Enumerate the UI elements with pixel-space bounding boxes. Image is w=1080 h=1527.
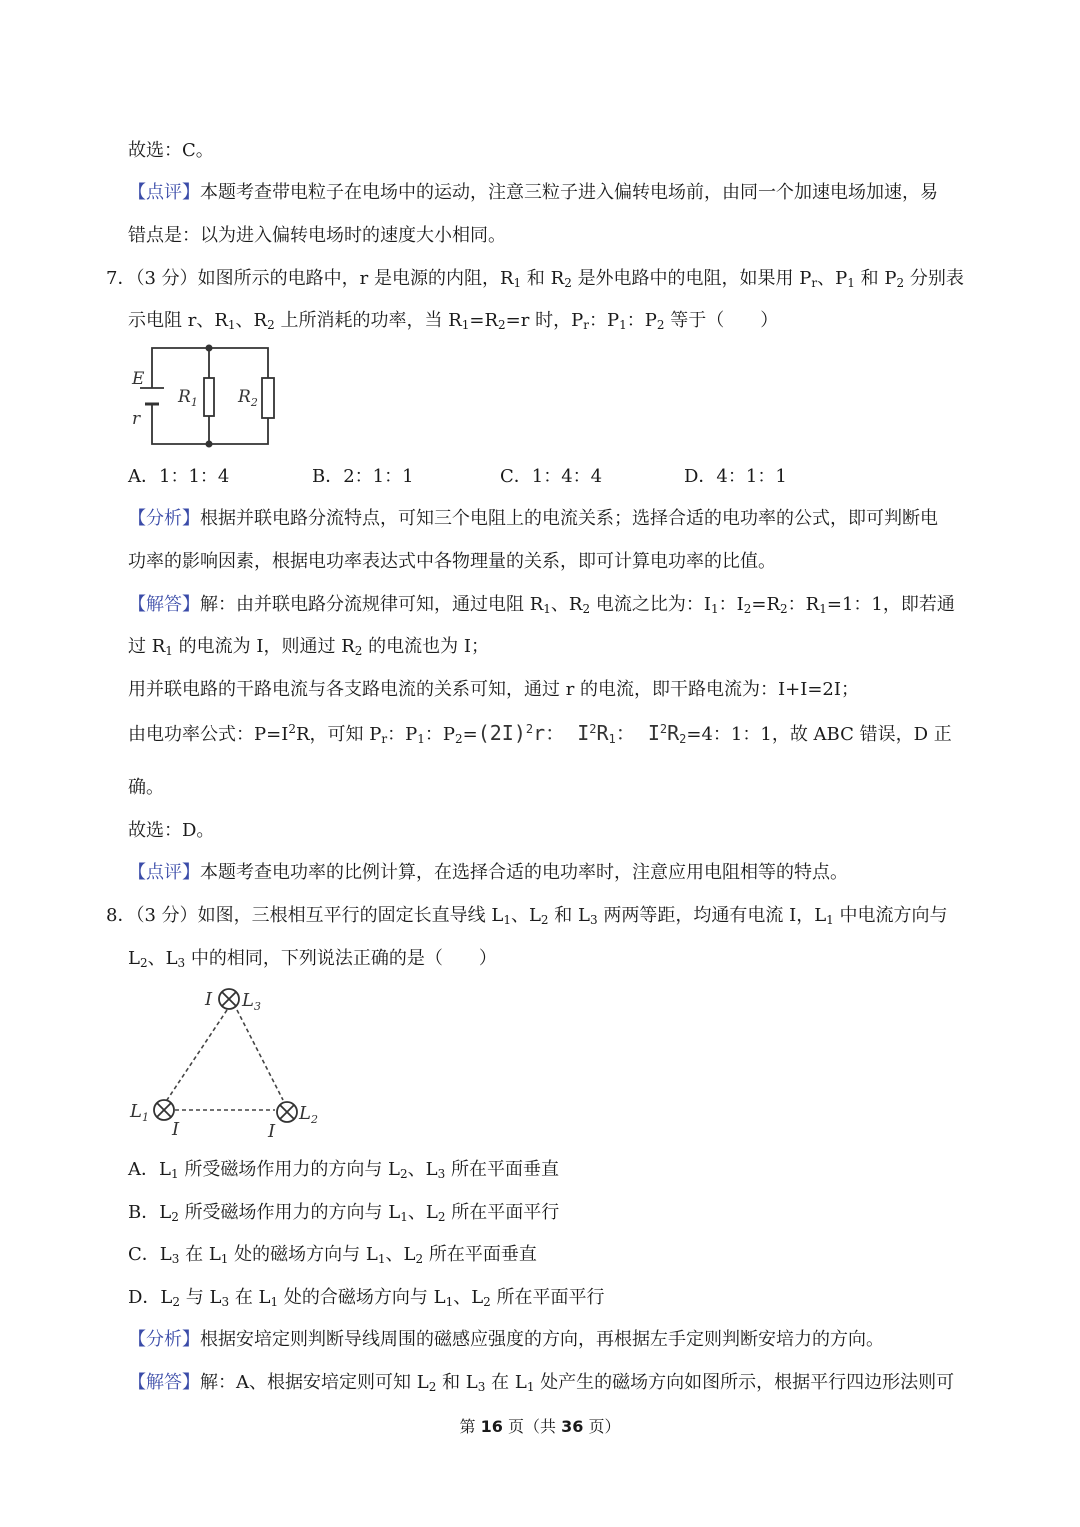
q8-option-c[interactable]: C．$L_3$ 在 $L_1$ 处的磁场方向与 $L_1$、$L_2$ 所在平面垂直 — [128, 1244, 537, 1266]
l2-current-label: I — [268, 1121, 276, 1140]
q7-comment: 【点评】本题考查电功率的比例计算，在选择合适的电功率时，注意应用电阻相等的特点。 — [128, 862, 848, 883]
prev-comment-cont: 错点是：以为进入偏转电场时的速度大小相同。 — [128, 225, 506, 246]
circuit-diagram — [120, 340, 280, 450]
comment-tag: 【点评】 — [128, 182, 200, 203]
power-formula: $(2I)^2r$： $I^2R_1$： $I^2R_2$ — [477, 721, 687, 746]
q7-stem-line1: 7．（3 分）如图所示的电路中，r 是电源的内阻，$R_1$ 和 $R_2$ 是外电路中的电阻，如果用 $P_r$、$P_1$ 和 $P_2$ 分别表 — [106, 268, 964, 290]
q7-option-c[interactable]: C．1：4：4 — [500, 466, 603, 487]
prev-comment: 【点评】本题考查带电粒子在电场中的运动，注意三粒子进入偏转电场前，由同一个加速电场加速，易 — [128, 182, 938, 203]
q7-solution-line4: 由电功率公式：$P=I^2R$，可知 $P_r$：$P_1$：$P_2=(2I)^2r$： $I^2R_1$： $I^2R_2=4$：1：1，故 ABC 错误，D 正 — [128, 721, 952, 746]
l1-current-label: I — [172, 1119, 180, 1140]
q7-option-a[interactable]: A．1：1：4 — [128, 466, 230, 487]
q7-solution-line3: 用并联电路的干路电流与各支路电流的关系可知，通过 r 的电流，即干路电流为：I+I=2I； — [128, 679, 859, 700]
q8-solution-line1: 【解答】解：A、根据安培定则可知 $L_2$ 和 $L_3$ 在 $L_1$ 处产生的磁场方向如图所示，根据平行四边形法则可 — [128, 1372, 955, 1394]
q7-solution-line1: 【解答】解：由并联电路分流规律可知，通过电阻 $R_1$、$R_2$ 电流之比为：$I_1$：$I_2=R_2$：$R_1=1$：1，即若通 — [128, 594, 955, 616]
wire-l2-icon — [277, 1102, 297, 1122]
q8-option-a[interactable]: A．$L_1$ 所受磁场作用力的方向与 $L_2$、$L_3$ 所在平面垂直 — [128, 1159, 559, 1181]
q7-option-b[interactable]: B．2：1：1 — [312, 466, 414, 487]
l2-label: $L_2$ — [299, 1103, 318, 1126]
r1-label: $R_1$ — [178, 387, 198, 409]
wires-diagram — [125, 980, 330, 1140]
q8-analysis: 【分析】根据安培定则判断导线周围的磁感应强度的方向，再根据左手定则判断安培力的方向。 — [128, 1329, 884, 1350]
q7-option-d[interactable]: D．4：1：1 — [684, 466, 787, 487]
internal-resistance-label: r — [132, 409, 141, 429]
page-footer: 第 16 页（共 36 页） — [459, 1417, 621, 1436]
l3-label: $L_3$ — [242, 990, 261, 1013]
r2-label: $R_2$ — [238, 387, 258, 409]
l3-current-label: I — [205, 989, 213, 1010]
q7-answer: 故选：D。 — [128, 820, 215, 841]
q8-option-d[interactable]: D．$L_2$ 与 $L_3$ 在 $L_1$ 处的合磁场方向与 $L_1$、$L_2$ 所在平面平行 — [128, 1287, 605, 1309]
page-number: 16 — [480, 1417, 503, 1436]
q8-stem-line1: 8．（3 分）如图，三根相互平行的固定长直导线 $L_1$、$L_2$ 和 $L_3$ 两两等距，均通有电流 I，$L_1$ 中电流方向与 — [106, 905, 948, 927]
prev-answer: 故选：C。 — [128, 140, 214, 161]
q8-option-b[interactable]: B．$L_2$ 所受磁场作用力的方向与 $L_1$、$L_2$ 所在平面平行 — [128, 1202, 560, 1224]
q8-stem-line2: $L_2$、$L_3$ 中的相同，下列说法正确的是（ ） — [128, 948, 497, 970]
q7-solution-line5: 确。 — [128, 777, 164, 798]
q7-stem-line2: 示电阻 r、$R_1$、$R_2$ 上所消耗的功率，当 $R_1=R_2=r$ 时，$P_r$：$P_1$：$P_2$ 等于（ ） — [128, 310, 779, 332]
l1-label: $L_1$ — [130, 1101, 149, 1124]
wire-l3-icon — [219, 989, 239, 1009]
page-total: 36 — [561, 1417, 584, 1436]
q7-analysis-cont: 功率的影响因素，根据电功率表达式中各物理量的关系，即可计算电功率的比值。 — [128, 551, 776, 572]
emf-label: E — [132, 369, 145, 389]
wire-l1-icon — [154, 1100, 174, 1120]
q7-solution-line2: 过 $R_1$ 的电流为 I，则通过 $R_2$ 的电流也为 I； — [128, 636, 489, 658]
q7-analysis: 【分析】根据并联电路分流特点，可知三个电阻上的电流关系；选择合适的电功率的公式，即可判断电 — [128, 508, 938, 529]
